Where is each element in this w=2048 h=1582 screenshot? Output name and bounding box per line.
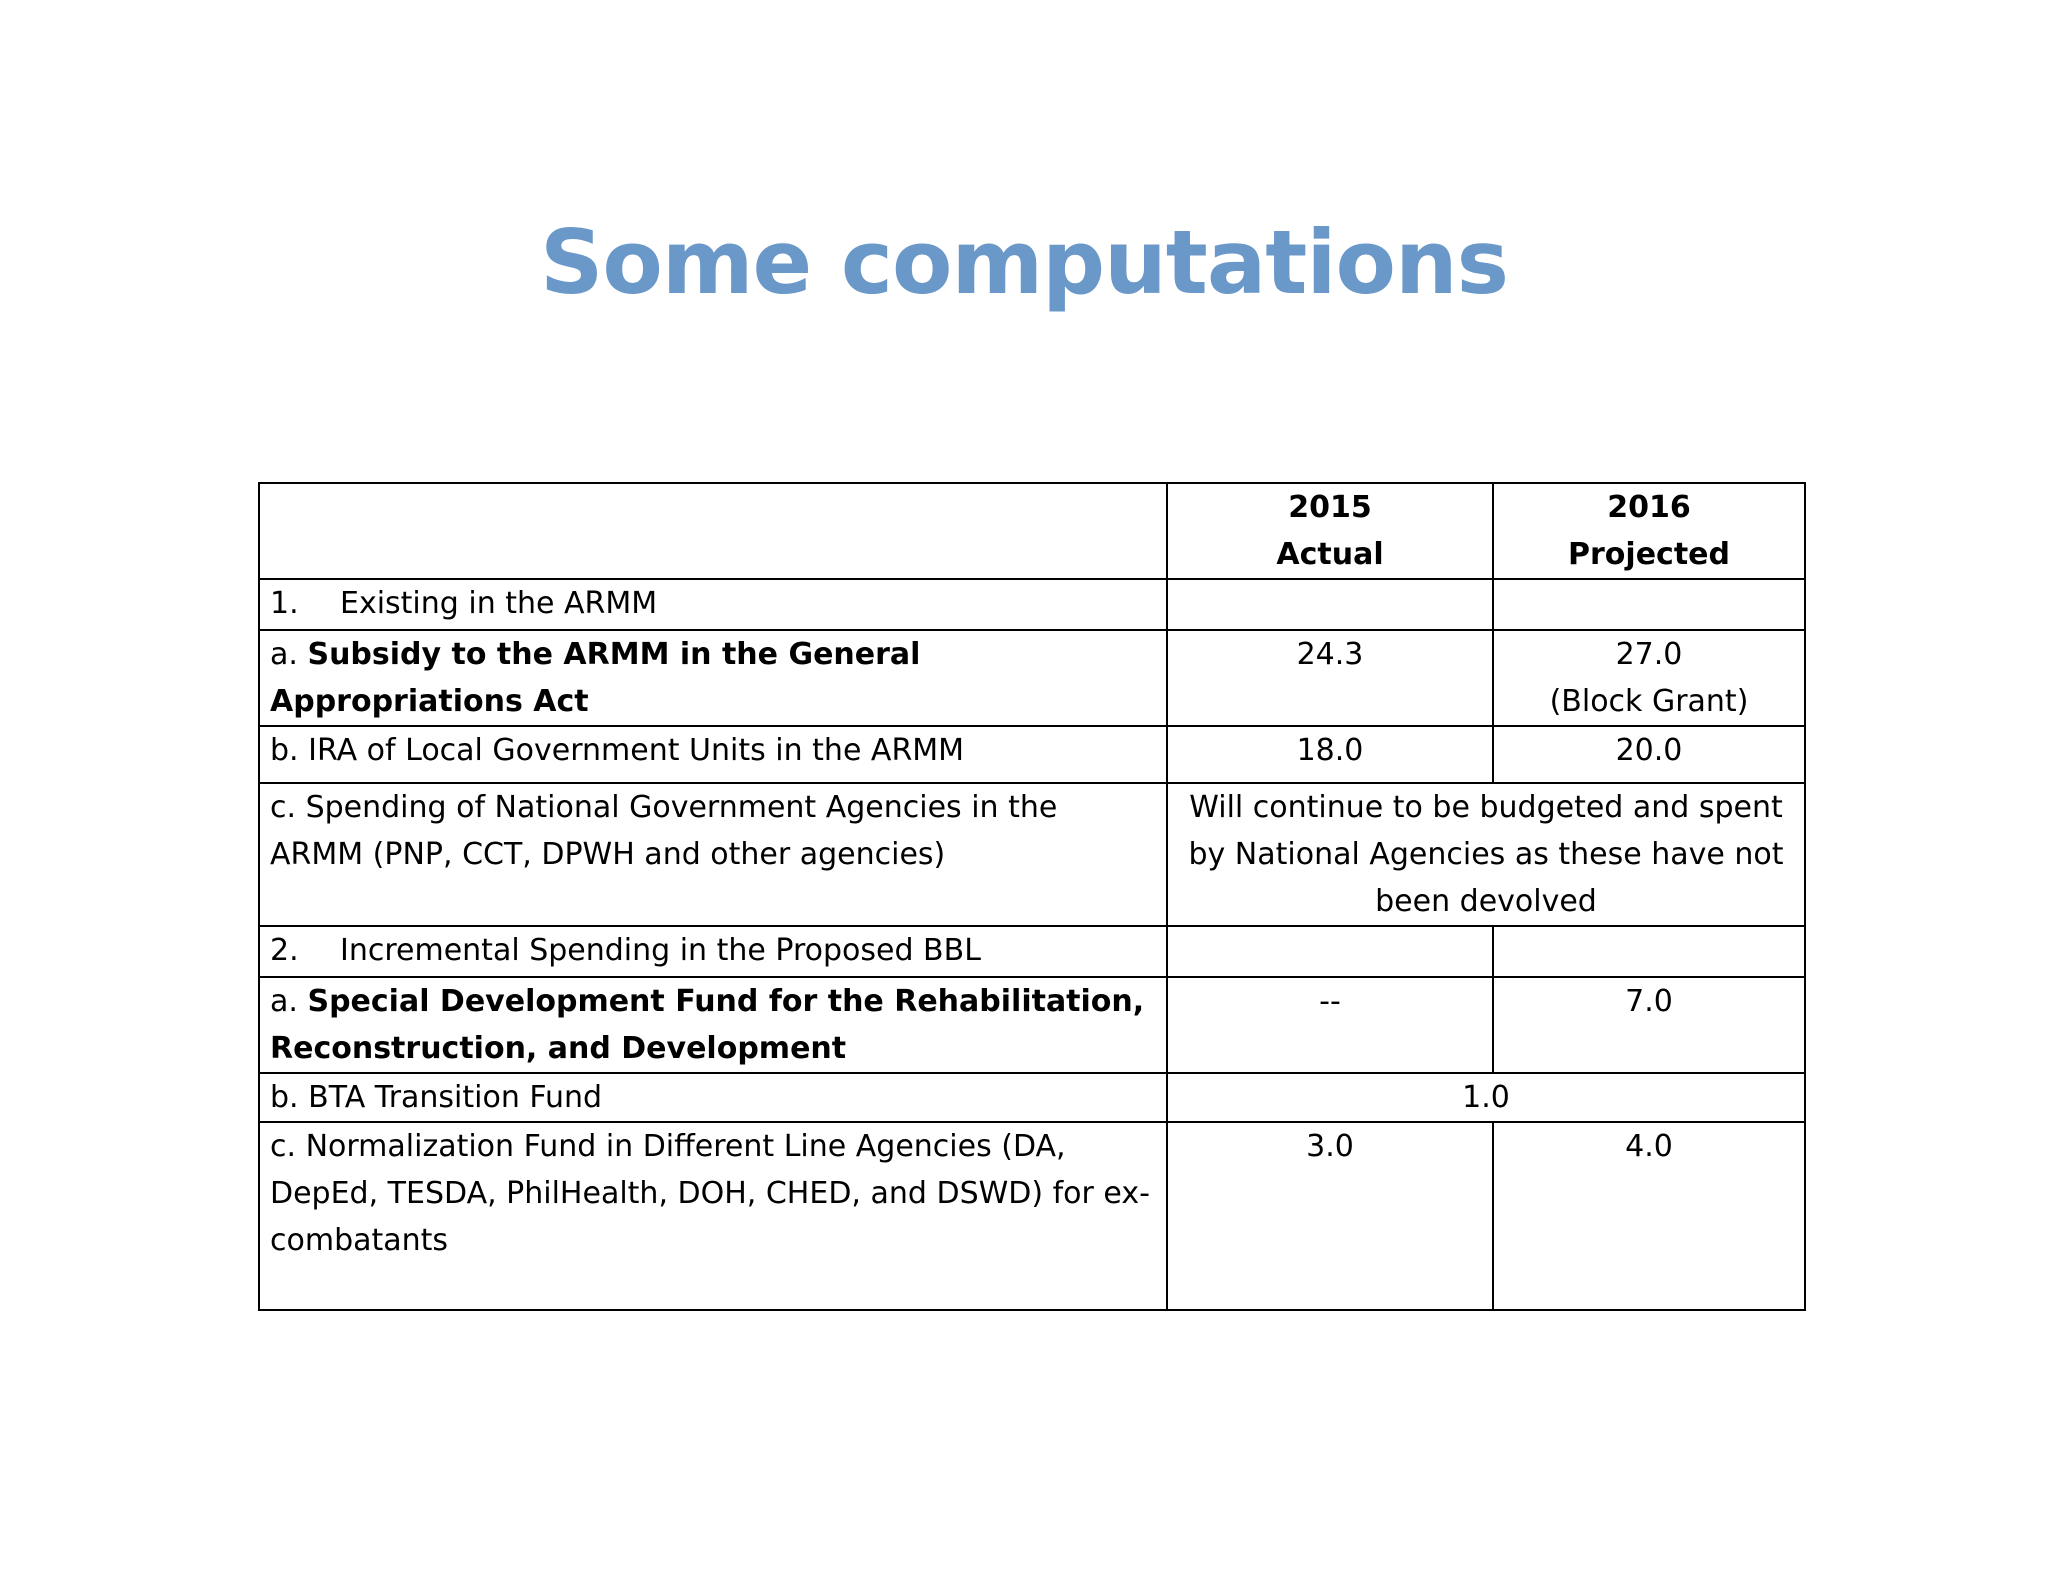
row-prefix: b.: [270, 733, 299, 768]
row-title: Normalization Fund in Different Line Agencies (DA, DepEd, TESDA, PhilHealth, DOH, CHED, and DSWD) for ex- combatants: [270, 1129, 1150, 1258]
slide-title: Some computations: [540, 211, 1508, 314]
row-prefix: a.: [270, 637, 298, 672]
merged-value: 1.0: [1167, 1073, 1805, 1122]
header-row: [259, 483, 1805, 579]
value-2015: 24.3: [1167, 630, 1493, 726]
value-2015: --: [1167, 977, 1493, 1073]
section-title: Existing in the ARMM: [340, 586, 658, 621]
empty-cell: [1167, 579, 1493, 630]
row-title: Special Development Fund for the Rehabilitation, Reconstruction, and Development: [270, 984, 1145, 1066]
row-title: Subsidy to the ARMM in the General Appropriations Act: [270, 637, 921, 719]
table-row: [259, 1122, 1805, 1310]
section-number: 2.: [270, 933, 299, 968]
header-2015-label: Actual: [1276, 537, 1384, 572]
table-row: [259, 783, 1805, 926]
section-row: [259, 579, 1805, 630]
table-row: [259, 977, 1805, 1073]
header-2016: [1493, 483, 1805, 579]
value-2016: 7.0: [1493, 977, 1805, 1073]
value-2016-note: (Block Grant): [1549, 684, 1749, 719]
row-prefix: a.: [270, 984, 298, 1019]
header-2015: [1167, 483, 1493, 579]
header-2016-year: 2016: [1607, 490, 1691, 525]
value-2016: [1493, 630, 1805, 726]
value-2015: 18.0: [1167, 726, 1493, 783]
row-title: BTA Transition Fund: [308, 1080, 603, 1115]
empty-cell: [1493, 926, 1805, 977]
value-2015: 3.0: [1167, 1122, 1493, 1310]
value-2016: 20.0: [1493, 726, 1805, 783]
row-title: Spending of National Government Agencies in the ARMM (PNP, CCT, DPWH and other agencies): [270, 790, 1058, 872]
row-prefix: c.: [270, 790, 297, 825]
merged-value: Will continue to be budgeted and spent by National Agencies as these have not been devolved: [1167, 783, 1805, 926]
row-label: [259, 630, 1167, 726]
value-2016: 4.0: [1493, 1122, 1805, 1310]
header-empty-cell: [259, 483, 1167, 579]
row-prefix: b.: [270, 1080, 299, 1115]
section-2-label: [259, 926, 1167, 977]
row-title: IRA of Local Government Units in the ARMM: [308, 733, 965, 768]
table-row: [259, 1073, 1805, 1122]
section-row: [259, 926, 1805, 977]
empty-cell: [1167, 926, 1493, 977]
table-row: [259, 726, 1805, 783]
row-label: [259, 783, 1167, 926]
section-number: 1.: [270, 586, 299, 621]
header-2015-year: 2015: [1288, 490, 1372, 525]
table-row: [259, 630, 1805, 726]
row-label: [259, 726, 1167, 783]
empty-cell: [1493, 579, 1805, 630]
row-label: [259, 1122, 1167, 1310]
row-prefix: c.: [270, 1129, 297, 1164]
row-label: [259, 1073, 1167, 1122]
section-title: Incremental Spending in the Proposed BBL: [340, 933, 981, 968]
value-2016-amount: 27.0: [1615, 637, 1683, 672]
row-label: [259, 977, 1167, 1073]
header-2016-label: Projected: [1568, 537, 1730, 572]
computations-table: [258, 482, 1806, 1311]
section-1-label: [259, 579, 1167, 630]
